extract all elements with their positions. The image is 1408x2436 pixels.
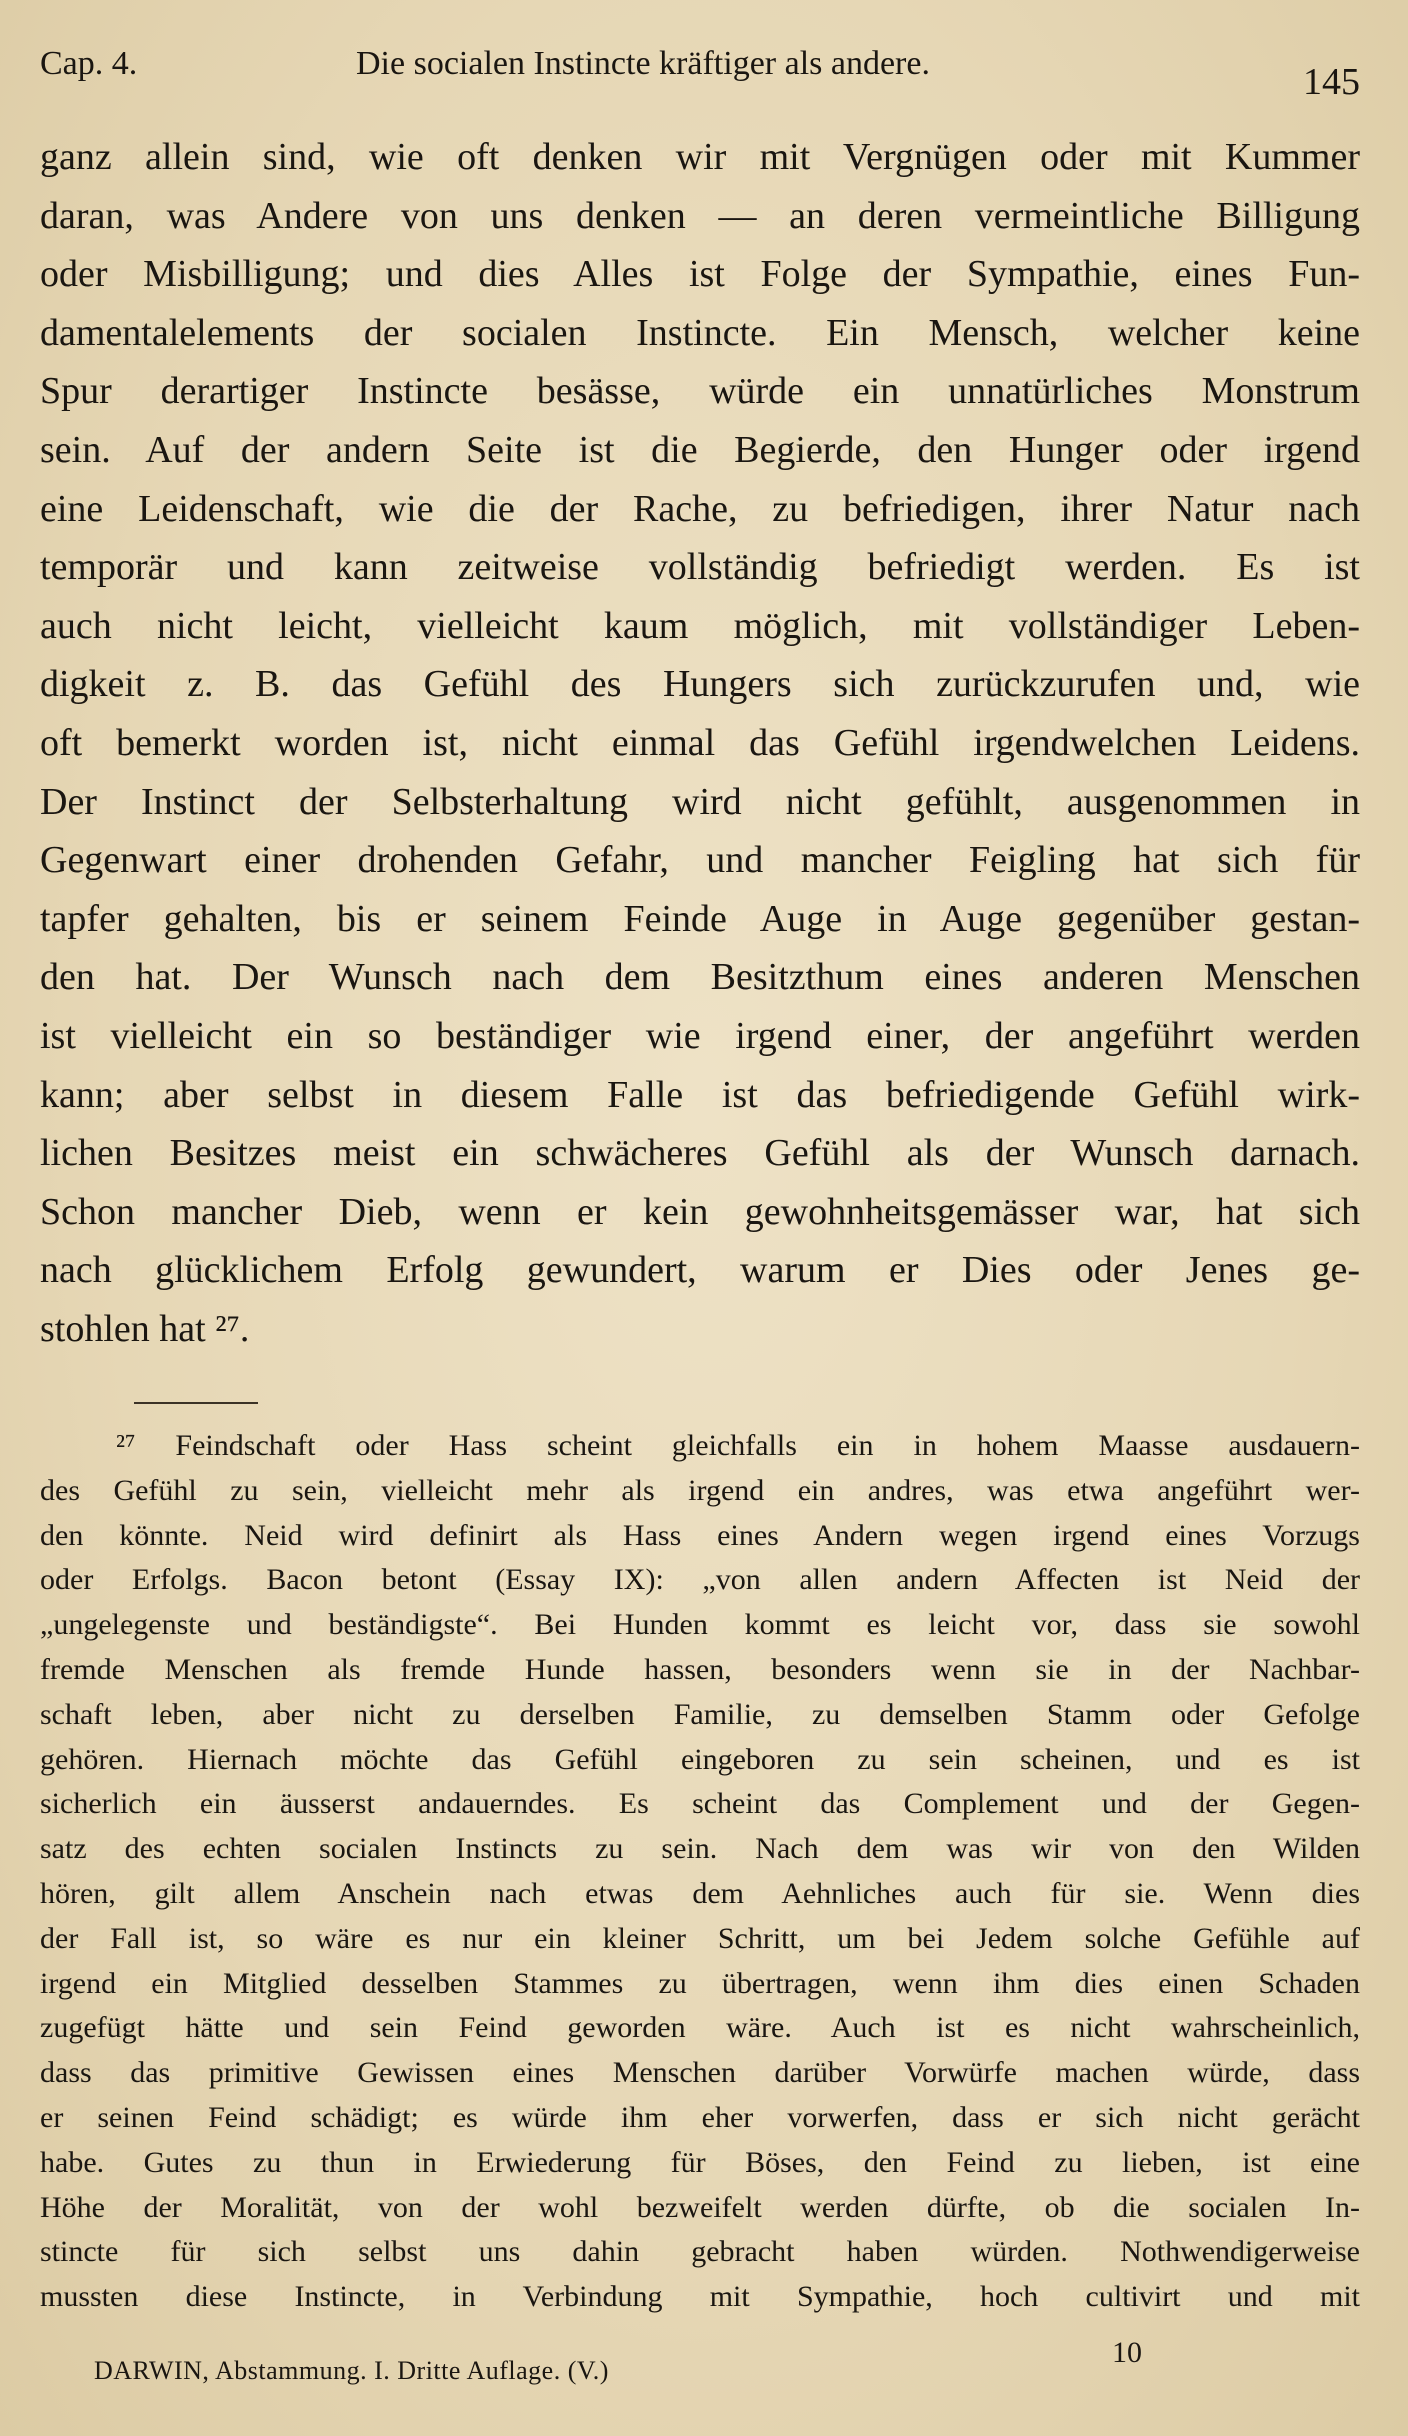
text-line: eine Leidenschaft, wie die der Rache, zu befriedigen, ihrer Natur nach — [40, 487, 1360, 530]
text-line: nach glücklichem Erfolg gewundert, warum er Dies oder Jenes ge- — [40, 1249, 1360, 1292]
footnote-line: den könnte. Neid wird definirt als Hass eines Andern wegen irgend eines Vorzugs — [40, 1518, 1360, 1552]
text-line: Gegenwart einer drohenden Gefahr, und mancher Feigling hat sich für — [40, 839, 1360, 882]
running-title: Die socialen Instincte kräftiger als andere. — [356, 45, 930, 82]
footnote-divider — [134, 1402, 258, 1404]
text-line: lichen Besitzes meist ein schwächeres Gefühl als der Wunsch darnach. — [40, 1132, 1360, 1175]
page-header — [40, 44, 1360, 114]
text-line: kann; aber selbst in diesem Falle ist das befriedigende Gefühl wirk- — [40, 1073, 1360, 1116]
footnote-line: hören, gilt allem Anschein nach etwas dem Aehnliches auch für sie. Wenn dies — [40, 1876, 1360, 1910]
text-line: ist vielleicht ein so beständiger wie irgend einer, der angeführt werden — [40, 1014, 1360, 1057]
text-line: Spur derartiger Instincte besässe, würde ein unnatürliches Monstrum — [40, 370, 1360, 413]
footnote-line: fremde Menschen als fremde Hunde hassen, besonders wenn sie in der Nachbar- — [40, 1652, 1360, 1686]
text-line: oft bemerkt worden ist, nicht einmal das Gefühl irgendwelchen Leidens. — [40, 721, 1360, 764]
footnote-line: stincte für sich selbst uns dahin gebracht haben würden. Nothwendigerweise — [40, 2235, 1360, 2269]
footnote-line: des Gefühl zu sein, vielleicht mehr als irgend ein andres, was etwa angeführt wer- — [40, 1473, 1360, 1507]
footnote-line: mussten diese Instincte, in Verbindung mit Sympathie, hoch cultivirt und mit — [40, 2280, 1360, 2314]
text-line: auch nicht leicht, vielleicht kaum möglich, mit vollständiger Leben- — [40, 604, 1360, 647]
footnote-line: er seinen Feind schädigt; es würde ihm eher vorwerfen, dass er sich nicht gerächt — [40, 2100, 1360, 2134]
printer-signature: DARWIN, Abstammung. I. Dritte Auflage. (V.) — [94, 2356, 609, 2385]
footnote-line: der Fall ist, so wäre es nur ein kleiner Schritt, um bei Jedem solche Gefühle auf — [40, 1921, 1360, 1955]
text-line: tapfer gehalten, bis er seinem Feinde Auge in Auge gegenüber gestan- — [40, 897, 1360, 940]
page-footer — [94, 2338, 1214, 2386]
text-line: temporär und kann zeitweise vollständig befriedigt werden. Es ist — [40, 546, 1360, 589]
footnote-line: Höhe der Moralität, von der wohl bezweifelt werden dürfte, ob die socialen In- — [40, 2190, 1360, 2224]
text-line: Der Instinct der Selbsterhaltung wird nicht gefühlt, ausgenommen in — [40, 780, 1360, 823]
footnote-line: habe. Gutes zu thun in Erwiederung für Böses, den Feind zu lieben, ist eine — [40, 2145, 1360, 2179]
footnote-line: ²⁷ Feindschaft oder Hass scheint gleichfalls ein in hohem Maasse ausdauern- — [116, 1429, 1360, 1462]
text-line: den hat. Der Wunsch nach dem Besitzthum eines anderen Menschen — [40, 956, 1360, 999]
text-line: daran, was Andere von uns denken — an deren vermeintliche Billigung — [40, 194, 1360, 237]
footnote-line: sicherlich ein äusserst andauerndes. Es scheint das Complement und der Gegen- — [40, 1787, 1360, 1821]
footnote-line: irgend ein Mitglied desselben Stammes zu übertragen, wenn ihm dies einen Schaden — [40, 1966, 1360, 2000]
text-line: oder Misbilligung; und dies Alles ist Folge der Sympathie, eines Fun- — [40, 253, 1360, 296]
text-line: ganz allein sind, wie oft denken wir mit Vergnügen oder mit Kummer — [40, 136, 1360, 178]
text-line: stohlen hat ²⁷. — [40, 1307, 250, 1350]
footnote-line: dass das primitive Gewissen eines Menschen darüber Vorwürfe machen würde, dass — [40, 2056, 1360, 2090]
footnote-line: satz des echten socialen Instincts zu sein. Nach dem was wir von den Wilden — [40, 1832, 1360, 1866]
main-text — [40, 128, 1360, 1358]
page-number: 145 — [1303, 61, 1360, 103]
text-line: damentalelements der socialen Instincte. Ein Mensch, welcher keine — [40, 311, 1360, 354]
chapter-label: Cap. 4. — [40, 45, 138, 82]
footnote-line: gehören. Hiernach möchte das Gefühl eingeboren zu sein scheinen, und es ist — [40, 1742, 1360, 1776]
text-line: Schon mancher Dieb, wenn er kein gewohnheitsgemässer war, hat sich — [40, 1190, 1360, 1233]
sheet-number: 10 — [1112, 2336, 1142, 2369]
footnote-27 — [40, 1424, 1360, 2320]
text-line: sein. Auf der andern Seite ist die Begierde, den Hunger oder irgend — [40, 428, 1360, 471]
footnote-line: „ungelegenste und beständigste“. Bei Hunden kommt es leicht vor, dass sie sowohl — [40, 1608, 1360, 1642]
text-line: digkeit z. B. das Gefühl des Hungers sich zurückzurufen und, wie — [40, 663, 1360, 706]
footnote-line: zugefügt hätte und sein Feind geworden wäre. Auch ist es nicht wahrscheinlich, — [40, 2011, 1360, 2045]
footnote-line: oder Erfolgs. Bacon betont (Essay IX): „von allen andern Affecten ist Neid der — [40, 1563, 1360, 1597]
footnote-line: schaft leben, aber nicht zu derselben Familie, zu demselben Stamm oder Gefolge — [40, 1697, 1360, 1731]
